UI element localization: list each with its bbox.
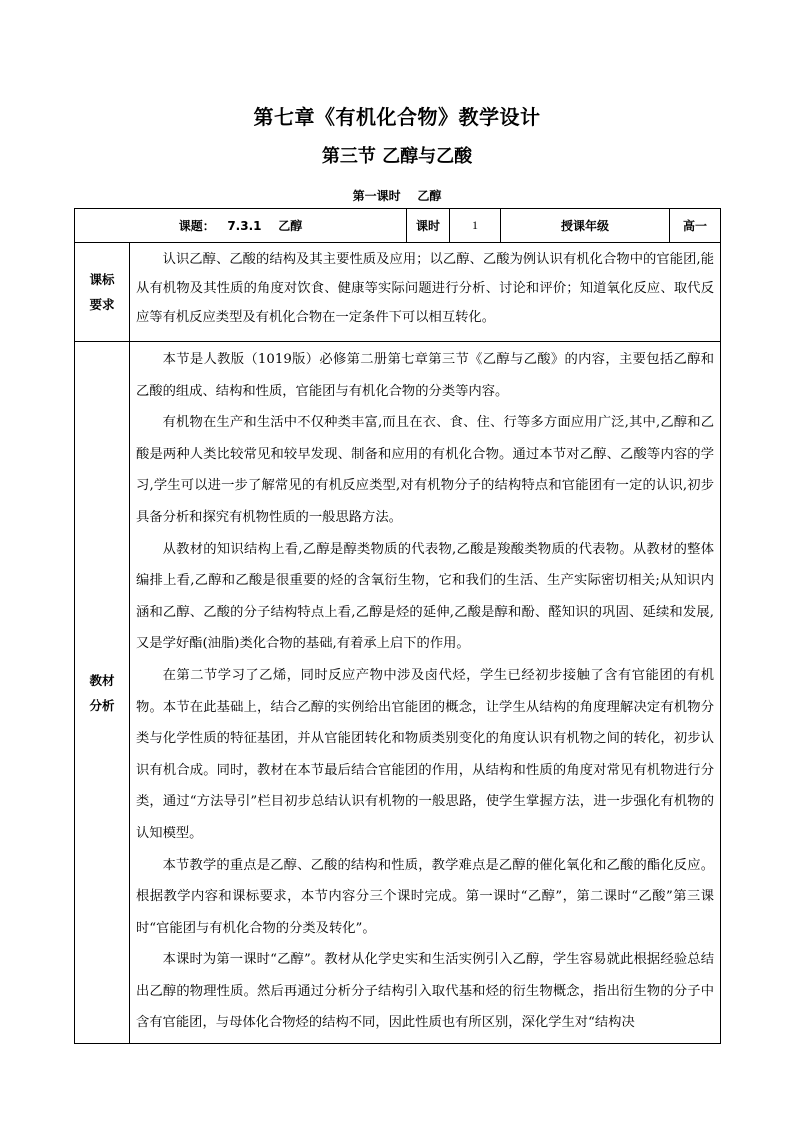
- requirements-text: 认识乙醇、乙酸的结构及其主要性质及应用；以乙醇、乙酸为例认识有机化合物中的官能团,能从有机物及其性质的角度对饮食、健康等实际问题进行分析、讨论和评价；知道氧化反应、取代反应等有机反应类型及有机化合物在一定条件下可以相互转化。: [136, 252, 715, 325]
- analysis-paragraph: 有机物在生产和生活中不仅种类丰富,而且在衣、食、住、行等多方面应用广泛,其中,乙醇和乙酸是两种人类比较常见和较早发现、制备和应用的有机化合物。通过本节对乙醇、乙酸等内容的学习,学生可以进一步了解常见的有机反应类型,对有机物分子的结构特点和官能团有一定的认识,初步具备分析和探究有机物性质的一般思路方法。: [136, 415, 715, 525]
- requirements-label: [75, 243, 130, 342]
- analysis-paragraph: 本节教学的重点是乙醇、乙酸的结构和性质，教学难点是乙醇的催化氧化和乙酸的酯化反应。根据教学内容和课标要求，本节内容分三个课时完成。第一课时“乙醇”，第二课时“乙酸”第三课时“官能团与有机化合物的分类及转化”。: [136, 857, 715, 936]
- grade-label-cell: 授课年级: [501, 209, 670, 243]
- analysis-paragraph: 在第二节学习了乙烯，同时反应产物中涉及卤代烃，学生已经初步接触了含有官能团的有机物。本节在此基础上，结合乙醇的实例给出官能团的概念，让学生从结构的角度理解决定有机物分类与化学性质的特征基团，并从官能团转化和物质类别变化的角度认识有机物之间的转化，初步认识有机合成。同时，教材在本节最后结合官能团的作用，从结构和性质的角度对常见有机物进行分类，通过“方法导引”栏目初步总结认识有机物的一般思路，使学生掌握方法，进一步强化有机物的认知模型。: [136, 667, 715, 841]
- analysis-content: [130, 342, 721, 1044]
- requirements-content: [130, 243, 721, 342]
- analysis-paragraph: 本课时为第一课时“乙醇”。教材从化学史实和生活实例引入乙醇，学生容易就此根据经验总结出乙醇的物理性质。然后再通过分析分子结构引入取代基和烃的衍生物概念，指出衍生物的分子中含有官能团，与母体化合物烃的结构不同，因此性质也有所区别，深化学生对“结构决: [136, 952, 715, 1031]
- grade-value-cell: 高一: [670, 209, 721, 243]
- requirements-row: [75, 243, 721, 342]
- topic-cell: 课题： 7.3.1 乙醇: [75, 209, 407, 243]
- header-row: [75, 209, 721, 243]
- lesson-plan-table: [74, 208, 721, 1044]
- analysis-label-line1: 教材: [89, 672, 115, 688]
- section-title: 第三节 乙醇与乙酸: [321, 146, 473, 167]
- analysis-row: [75, 342, 721, 1044]
- analysis-paragraph: 从教材的知识结构上看,乙醇是醇类物质的代表物,乙酸是羧酸类物质的代表物。从教材的整体编排上看,乙醇和乙酸是很重要的烃的含氧衍生物，它和我们的生活、生产实际密切相关;从知识内涵和乙醇、乙酸的分子结构特点上看,乙醇是烃的延伸,乙酸是醇和酚、醛知识的巩固、延续和发展,又是学好酯(油脂)类化合物的基础,有着承上启下的作用。: [136, 541, 715, 652]
- requirements-label-line2: 要求: [89, 297, 115, 312]
- document-title: 第七章《有机化合物》教学设计: [253, 105, 541, 129]
- analysis-label-line2: 分析: [89, 697, 115, 713]
- analysis-paragraph: 本节是人教版（1019版）必修第二册第七章第三节《乙醇与乙酸》的内容，主要包括乙醇和乙酸的组成、结构和性质，官能团与有机化合物的分类等内容。: [136, 352, 715, 399]
- analysis-label: [75, 342, 130, 1044]
- requirements-label-line1: 课标: [89, 272, 115, 287]
- hours-label-cell: 课时: [407, 209, 450, 243]
- hours-value-cell: 1: [450, 209, 501, 243]
- lesson-title: 第一课时 乙醇: [352, 189, 442, 203]
